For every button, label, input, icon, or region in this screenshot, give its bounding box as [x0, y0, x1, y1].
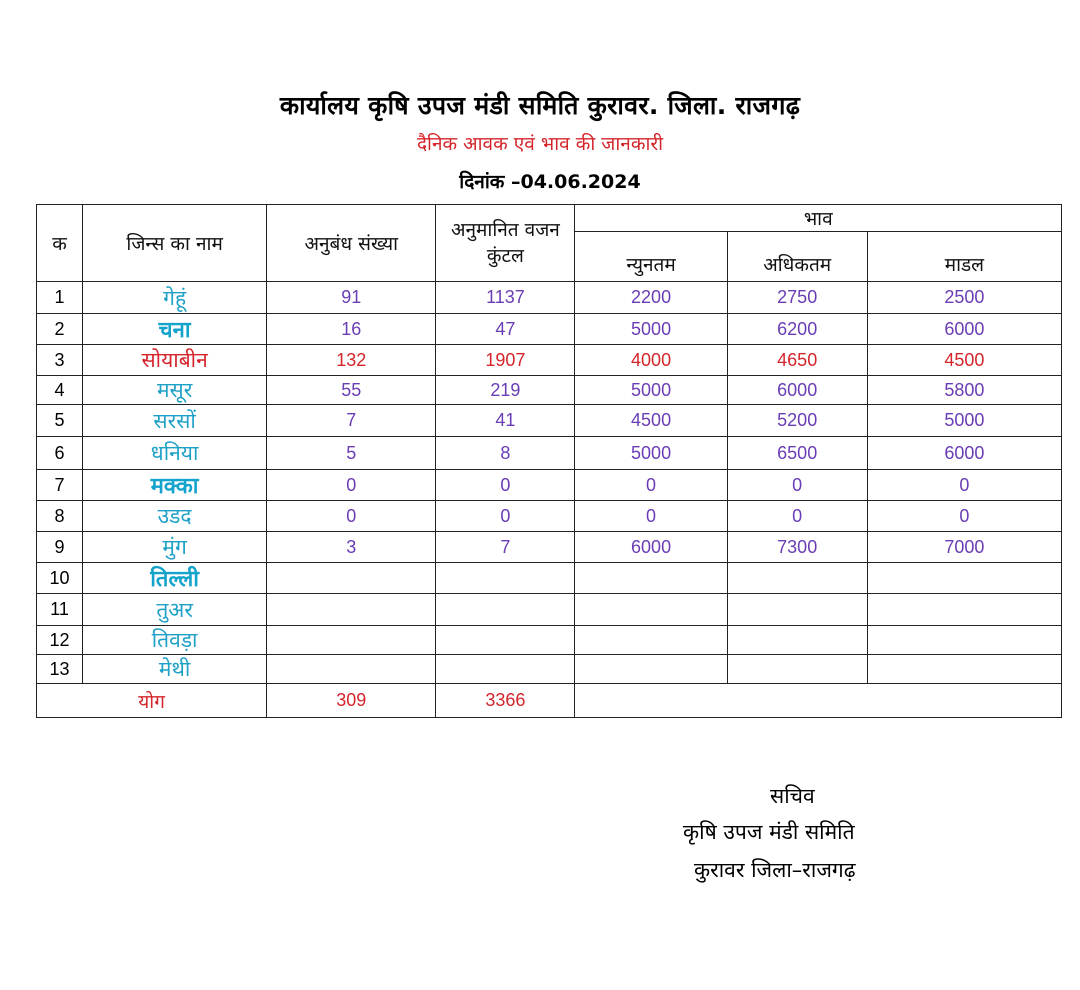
row-crop-name: तुअर [83, 594, 267, 626]
row-price-max [727, 563, 867, 594]
row-contracts: 55 [267, 376, 436, 405]
row-price-min [575, 563, 727, 594]
row-crop-name: सोयाबीन [83, 345, 267, 376]
row-sno: 6 [37, 437, 83, 470]
row-sno: 9 [37, 532, 83, 563]
page-subtitle: दैनिक आवक एवं भाव की जानकारी [416, 133, 664, 155]
row-weight: 8 [436, 437, 575, 470]
row-price-model [867, 594, 1061, 626]
row-contracts: 3 [267, 532, 436, 563]
total-weight: 3366 [436, 684, 575, 718]
row-price-max [727, 655, 867, 684]
row-price-model: 0 [867, 501, 1061, 532]
row-price-max: 5200 [727, 405, 867, 437]
row-weight: 47 [436, 314, 575, 345]
row-price-min: 4500 [575, 405, 727, 437]
row-weight [436, 626, 575, 655]
row-weight [436, 563, 575, 594]
table-row [37, 501, 1062, 532]
col-header-min: न्युनतम [575, 232, 727, 282]
row-weight: 1137 [436, 282, 575, 314]
row-crop-name: मक्का [83, 470, 267, 501]
row-contracts: 0 [267, 501, 436, 532]
row-price-model: 6000 [867, 314, 1061, 345]
row-sno: 2 [37, 314, 83, 345]
row-price-model: 5000 [867, 405, 1061, 437]
row-contracts [267, 563, 436, 594]
row-price-model [867, 655, 1061, 684]
table-row [37, 282, 1062, 314]
table-row [37, 437, 1062, 470]
col-header-crop: जिन्स का नाम [83, 205, 267, 282]
row-price-max [727, 594, 867, 626]
row-contracts: 91 [267, 282, 436, 314]
col-header-max: अधिकतम [727, 232, 867, 282]
row-crop-name: सरसों [83, 405, 267, 437]
row-sno: 7 [37, 470, 83, 501]
table-row [37, 594, 1062, 626]
row-sno: 12 [37, 626, 83, 655]
row-crop-name: तिवड़ा [83, 626, 267, 655]
row-weight: 219 [436, 376, 575, 405]
table-row [37, 563, 1062, 594]
date-label: दिनांक [459, 171, 505, 193]
row-sno: 4 [37, 376, 83, 405]
table-row [37, 655, 1062, 684]
row-price-min: 2200 [575, 282, 727, 314]
row-price-max: 6500 [727, 437, 867, 470]
row-price-max: 0 [727, 470, 867, 501]
row-price-min: 4000 [575, 345, 727, 376]
date-value: –04.06.2024 [504, 171, 641, 193]
table-row [37, 626, 1062, 655]
total-label: योग [37, 684, 267, 718]
row-crop-name: तिल्ली [83, 563, 267, 594]
row-crop-name: गेहूं [83, 282, 267, 314]
row-crop-name: मसूर [83, 376, 267, 405]
row-weight: 41 [436, 405, 575, 437]
row-weight: 1907 [436, 345, 575, 376]
table-row [37, 532, 1062, 563]
signature-location: कुरावर जिला–राजगढ़ [694, 858, 856, 882]
row-price-max: 6200 [727, 314, 867, 345]
row-contracts [267, 594, 436, 626]
row-price-model: 0 [867, 470, 1061, 501]
row-contracts [267, 626, 436, 655]
row-weight [436, 655, 575, 684]
table-row [37, 376, 1062, 405]
row-sno: 8 [37, 501, 83, 532]
signature-designation: सचिव [770, 784, 815, 808]
row-contracts: 0 [267, 470, 436, 501]
row-price-model: 6000 [867, 437, 1061, 470]
row-contracts: 132 [267, 345, 436, 376]
row-contracts: 16 [267, 314, 436, 345]
row-sno: 1 [37, 282, 83, 314]
row-weight: 7 [436, 532, 575, 563]
total-contracts: 309 [267, 684, 436, 718]
col-header-sno: क [37, 205, 83, 282]
row-contracts: 5 [267, 437, 436, 470]
table-row [37, 470, 1062, 501]
col-header-contracts: अनुबंध संख्या [267, 205, 436, 282]
row-price-min: 0 [575, 470, 727, 501]
row-crop-name: उडद [83, 501, 267, 532]
row-sno: 5 [37, 405, 83, 437]
row-price-min: 5000 [575, 437, 727, 470]
total-price-blank [575, 684, 1062, 718]
row-price-max: 2750 [727, 282, 867, 314]
row-crop-name: धनिया [83, 437, 267, 470]
row-price-model [867, 563, 1061, 594]
row-price-min: 0 [575, 501, 727, 532]
row-price-min [575, 626, 727, 655]
row-price-min: 5000 [575, 376, 727, 405]
arrival-price-table [36, 204, 1062, 718]
row-sno: 3 [37, 345, 83, 376]
row-price-max: 6000 [727, 376, 867, 405]
col-header-price: भाव [575, 205, 1062, 232]
row-price-max: 0 [727, 501, 867, 532]
row-price-min [575, 655, 727, 684]
table-row [37, 405, 1062, 437]
row-sno: 11 [37, 594, 83, 626]
table-row [37, 314, 1062, 345]
row-price-model: 2500 [867, 282, 1061, 314]
row-price-max [727, 626, 867, 655]
row-price-min: 5000 [575, 314, 727, 345]
row-price-max: 7300 [727, 532, 867, 563]
row-weight: 0 [436, 501, 575, 532]
col-header-model: माडल [867, 232, 1061, 282]
row-weight [436, 594, 575, 626]
col-header-weight: अनुमानित वजन कुंटल [436, 205, 575, 282]
row-crop-name: चना [83, 314, 267, 345]
row-price-max: 4650 [727, 345, 867, 376]
page-title: कार्यालय कृषि उपज मंडी समिति कुरावर. जिला. राजगढ़ [279, 91, 801, 120]
signature-office: कृषि उपज मंडी समिति [683, 820, 855, 844]
row-crop-name: मेथी [83, 655, 267, 684]
report-date [10, 168, 1080, 194]
row-crop-name: मुंग [83, 532, 267, 563]
row-price-min: 6000 [575, 532, 727, 563]
row-sno: 10 [37, 563, 83, 594]
row-price-model: 4500 [867, 345, 1061, 376]
row-price-model [867, 626, 1061, 655]
row-price-min [575, 594, 727, 626]
row-price-model: 7000 [867, 532, 1061, 563]
row-contracts [267, 655, 436, 684]
table-row [37, 345, 1062, 376]
row-weight: 0 [436, 470, 575, 501]
row-contracts: 7 [267, 405, 436, 437]
row-sno: 13 [37, 655, 83, 684]
row-price-model: 5800 [867, 376, 1061, 405]
